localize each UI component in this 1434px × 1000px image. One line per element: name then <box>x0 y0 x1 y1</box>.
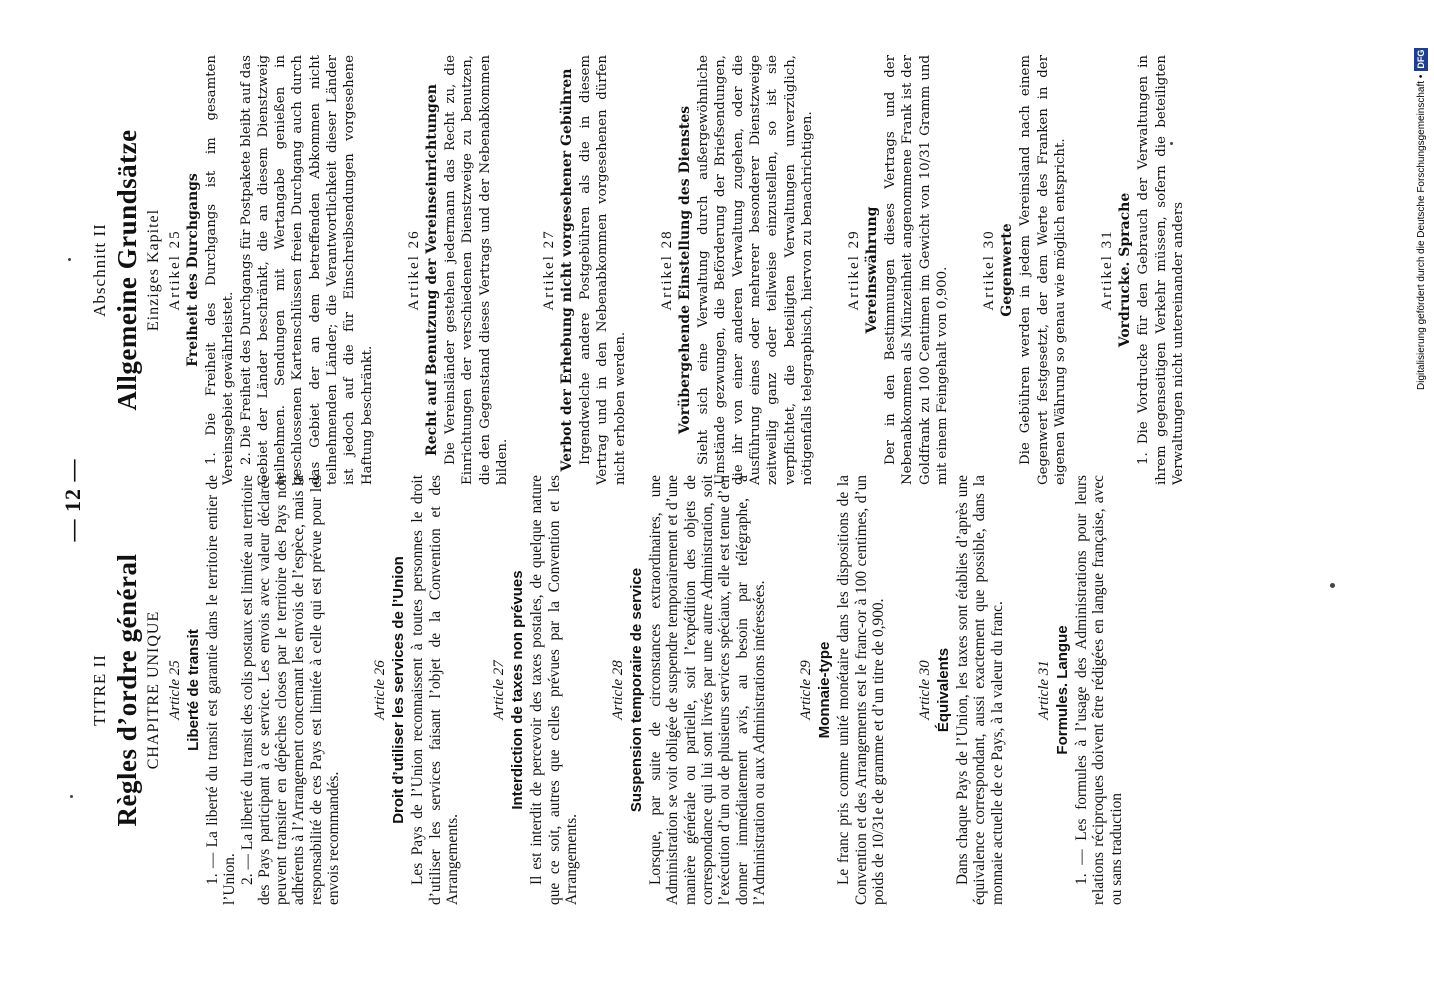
scan-speck <box>70 795 73 798</box>
article-number: Article 30 <box>917 660 934 720</box>
article-heading: Verbot der Erhebung nicht vorgesehener Gebühren <box>559 68 576 472</box>
article-paragraph: Der in den Bestimmungen dieses Vertrags und der Nebenabkommen als Münzeinheit angenommene Frank ist der Goldfrank zu 100 Centimen im Gewicht von 10/31 Gramm und mit einem Feingehalt von 0,900. <box>883 55 951 485</box>
article-paragraph: 2. — La liberté du transit des colis postaux est limitée au territoire des Pays participant à ce service. Les envois avec valeur déclarée peuvent transiter en dépêches closes par le territoire des Pays non adhérents à l’Arrangement concernant les envois de l’espèce, mais la responsabilité de ces Pays est limitée à celle qui est prévue pour les envois recommandés. <box>238 475 343 905</box>
article-heading: Freiheit des Durchgangs <box>185 173 201 367</box>
german-column <box>88 55 1187 485</box>
article-paragraph: Sieht sich eine Verwaltung durch außergewöhnliche Umstände gezwungen, die Beförderung der Briefsendungen, die ihr von einer anderen Verwaltung zugehen, oder die Ausführung eines oder mehrerer besonderer Dienstzweige zeitweilig ganz oder teilweise einzustellen, so ist sie verpflichtet, die beteiligten Verwaltungen unverzüglich, nötigenfalls telegraphisch, hiervon zu benachrichtigen. <box>696 55 815 485</box>
article-paragraph: 1. — La liberté du transit est garantie dans le territoire entier de l’Union. <box>204 475 239 905</box>
article-heading: Monnaie-type <box>816 641 834 739</box>
article-number: Article 31 <box>1036 660 1053 720</box>
article-number: Artikel 29 <box>846 229 863 311</box>
article-paragraph: 1. — Les formules à l’usage des Administrations pour leurs relations réciproques doivent être rédigées en langue française, avec ou sans traduction <box>1073 475 1125 905</box>
article-heading: Interdiction de taxes non prévues <box>509 570 527 810</box>
article-heading: Gegenwerte <box>999 223 1016 317</box>
scan-speck <box>1170 142 1173 145</box>
article-paragraph: Die Vereinsländer gestehen jedermann das Recht zu, die Einrichtungen der verschiedenen Dienstzweige zu benutzen, die den Gegenstand dieses Vertrags und der Nebenabkommen bilden. <box>442 55 510 485</box>
article-heading: Liberté de transit <box>185 629 202 751</box>
article-paragraph: 2. Die Freiheit des Durchgangs für Postpakete bleibt auf das Gebiet der Länder beschränkt, die an diesem Dienstzweig teilnehmen. Sendungen mit Wertangabe genießen in geschlossenen Kartenschlüssen freien Durchgang auch durch das Gebiet der an dem betreffenden Abkommen nicht teilnehmenden Länder; die Verantwortlichkeit dieser Länder ist jedoch auf die für Einschreibsendungen vorgesehene Haftung beschränkt. <box>238 55 375 485</box>
french-title: Règles d’ordre général <box>112 553 142 827</box>
article-number: Article 28 <box>610 660 627 720</box>
scan-speck <box>1330 583 1335 588</box>
article-number: Artikel 26 <box>405 229 422 311</box>
article-heading: Vorübergehende Einstellung des Dienstes <box>677 105 694 435</box>
article-paragraph: Il est interdit de percevoir des taxes postales, de quelque nature que ce soit, autres que celles prévues par la Convention et les Arrangements. <box>528 475 580 905</box>
article-paragraph: Le franc pris comme unité monétaire dans les dispositions de la Convention et des Arrangements est le franc-or à 100 centimes, d’un poids de 10/31e de gramme et d’un titre de 0,900. <box>835 475 887 905</box>
article-number: Article 27 <box>491 660 508 720</box>
french-chapter: CHAPITRE UNIQUE <box>145 610 162 770</box>
article-paragraph: Die Gebühren werden in jedem Vereinsland nach einem Gegenwert festgesetzt, der dem Werte des Franken in der eigenen Währung so genau wie möglich entspricht. <box>1018 55 1068 485</box>
article-paragraph: Lorsque, par suite de circonstances extraordinaires, une Administration se voit obligée de suspendre temporairement et d’une manière générale ou partielle, soit l’expédition des objets de correspondance qui lui sont livrés par une autre Administration, soit l’exécution d’un ou de plusieurs services spéciaux, elle est tenue d’en donner immédiatement avis, au besoin par télégraphe, à l’Administration ou aux Administrations intéressées. <box>647 475 768 905</box>
article-heading: Formules. Langue <box>1054 625 1072 755</box>
credit-text: Digitalisierung gefördert durch die Deutsche Forschungsgemeinschaft • <box>1416 74 1427 390</box>
scan-speck <box>68 258 71 261</box>
article-heading: Recht auf Benutzung der Vereinseinrichtungen <box>423 84 440 456</box>
digitization-credit <box>1412 10 1432 390</box>
article-paragraph: Dans chaque Pays de l’Union, les taxes sont établies d’après une équivalence correspondant, aussi exactement que possible, dans la monnaie actuelle de ce Pays, à la valeur du franc. <box>954 475 1006 905</box>
article-number: Artikel 28 <box>659 229 676 311</box>
article-paragraph: 1. Die Vordrucke für den Gebrauch der Verwaltungen in ihrem gegenseitigen Verkehr müssen, sofern die beteiligten Verwaltungen nicht untereinander anders <box>1136 55 1186 485</box>
german-section: Abschnitt II <box>90 223 109 317</box>
article-paragraph: Irgendwelche andere Postgebühren als die in diesem Vertrag und in den Nebenabkommen vorgesehenen dürfen nicht erhoben werden. <box>578 55 628 485</box>
page-number: — 12 — <box>60 458 85 542</box>
article-number: Article 26 <box>372 660 389 720</box>
article-number: Article 25 <box>167 660 183 720</box>
article-heading: Droit d’utiliser les services de l’Union <box>390 556 408 824</box>
german-chapter: Einziges Kapitel <box>145 208 162 332</box>
article-heading: Vereinswährung <box>864 206 881 334</box>
article-number: Artikel 31 <box>1099 229 1116 311</box>
article-number: Artikel 27 <box>541 229 558 311</box>
article-number: Artikel 25 <box>167 229 183 311</box>
dfg-logo: DFG <box>1416 49 1426 69</box>
french-column <box>88 475 1125 905</box>
french-section: TITRE II <box>90 654 109 726</box>
article-heading: Suspension temporaire de service <box>628 567 646 813</box>
article-number: Artikel 30 <box>981 229 998 311</box>
article-number: Article 29 <box>798 660 815 720</box>
article-heading: Vordrucke. Sprache <box>1117 192 1134 348</box>
article-paragraph: Les Pays de l’Union reconnaissent à toutes personnes le droit d’utiliser les services faisant l’objet de la Convention et des Arrangements. <box>409 475 461 905</box>
article-paragraph: 1. Die Freiheit des Durchgangs ist im gesamten Vereinsgebiet gewährleistet. <box>204 55 237 485</box>
german-title: Allgemeine Grundsätze <box>112 129 142 411</box>
article-heading: Équivalents <box>935 647 953 733</box>
